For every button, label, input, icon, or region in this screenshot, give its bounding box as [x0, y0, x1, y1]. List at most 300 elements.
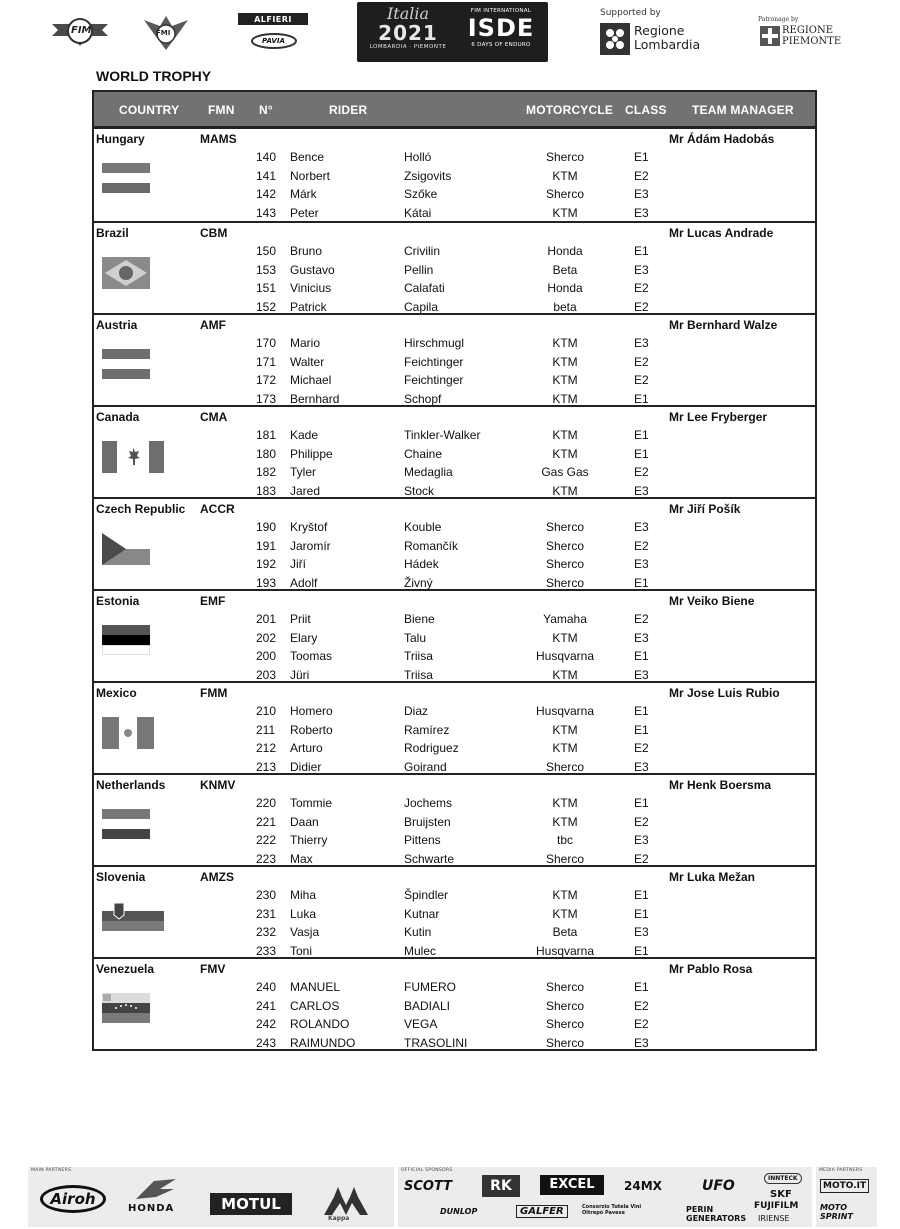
rider-first-name: Bence [290, 150, 325, 164]
rider-last-name: Schwarte [404, 851, 455, 866]
rider-number: 220 [256, 796, 277, 810]
world-trophy-table [92, 90, 817, 1051]
rider-first-name: RAIMUNDO [290, 1035, 356, 1050]
rider-number: 202 [256, 630, 277, 645]
rider-class: E2 [634, 998, 649, 1013]
media-partners-caption: MEDIA PARTNERS [819, 1168, 863, 1173]
alfieri-logo-text: ALFIERI [254, 14, 292, 24]
rider-number: 230 [256, 888, 277, 902]
isde-fim-text: FIM INTERNATIONAL [470, 8, 532, 14]
scott-logo: SCOTT [404, 1179, 452, 1194]
column-header-rider: RIDER [329, 103, 368, 117]
motorcycle-brand: KTM [552, 391, 578, 406]
ufo-logo: UFO [702, 1178, 735, 1194]
rider-class: E3 [634, 520, 649, 534]
rider-class: E1 [634, 649, 649, 663]
rider-class: E1 [634, 428, 649, 442]
rider-number: 172 [256, 373, 277, 387]
rider-first-name: Priit [290, 612, 311, 626]
isde-name-text: ISDE [467, 14, 535, 42]
rider-last-name: Goirand [404, 759, 447, 774]
country-name: Venezuela [96, 962, 155, 976]
team-manager: Mr Luka Mežan [669, 870, 756, 884]
rider-last-name: Romančík [404, 538, 459, 553]
rider-number: 243 [256, 1035, 277, 1050]
fmn-code: KNMV [200, 778, 236, 792]
motul-logo: MOTUL [210, 1193, 292, 1215]
fmn-code: CBM [200, 226, 228, 240]
team-group [94, 589, 815, 681]
motorcycle-brand: Sherco [545, 1035, 585, 1050]
skf-logo: SKF [770, 1189, 792, 1200]
pavia-logo [250, 32, 298, 50]
rider-class: E3 [634, 262, 649, 277]
lombardia-text-line1: Regione [634, 23, 685, 38]
main-partners-section [28, 1167, 394, 1227]
rider-last-name: Jochems [404, 796, 453, 810]
fmn-code: MAMS [200, 132, 237, 146]
column-header-country: COUNTRY [119, 103, 180, 117]
motorcycle-brand: Sherco [545, 759, 585, 774]
rider-number: 241 [256, 998, 277, 1013]
rider-last-name: Rodriguez [404, 741, 459, 755]
rider-first-name: Márk [290, 187, 317, 201]
rider-class: E3 [634, 483, 649, 498]
kappa-logo-text: Kappa [328, 1215, 350, 1222]
official-sponsors-caption: OFFICIAL SPONSORS [401, 1168, 453, 1173]
rider-first-name: Didier [290, 759, 322, 774]
rider-number: 150 [256, 244, 277, 258]
alfieri-logo [238, 13, 308, 25]
rider-number: 143 [256, 205, 277, 220]
rider-class: E1 [634, 796, 649, 810]
rider-first-name: Luka [290, 906, 317, 921]
rider-first-name: Philippe [290, 446, 333, 461]
official-sponsors-section [398, 1167, 812, 1227]
isde-2021-logo [357, 2, 548, 62]
rider-last-name: Pellin [404, 262, 434, 277]
team-group [94, 313, 815, 405]
fim-logo [50, 14, 110, 50]
rider-number: 141 [256, 168, 277, 183]
rider-class: E3 [634, 187, 649, 201]
rider-number: 190 [256, 520, 277, 534]
rider-last-name: Kátai [404, 205, 432, 220]
rider-class: E2 [634, 1017, 649, 1031]
rider-first-name: Jiří [290, 557, 306, 571]
rider-number: 192 [256, 557, 277, 571]
rider-last-name: Hádek [404, 557, 439, 571]
rider-first-name: Bruno [290, 244, 323, 258]
galfer-logo: GALFER [516, 1205, 568, 1218]
rider-class: E1 [634, 888, 649, 902]
rider-first-name: Miha [290, 888, 317, 902]
moto-it-logo: MOTO.IT [820, 1179, 869, 1193]
rider-first-name: Adolf [290, 575, 318, 590]
lombardia-text-line2: Lombardia [634, 37, 701, 52]
motorcycle-brand: KTM [552, 741, 578, 755]
motorcycle-brand: KTM [552, 354, 578, 369]
rider-last-name: Kutin [404, 925, 432, 939]
rider-number: 211 [256, 722, 276, 737]
rider-last-name: Holló [404, 150, 432, 164]
motorcycle-brand: KTM [552, 814, 578, 829]
team-manager: Mr Ádám Hadobás [669, 132, 775, 146]
motorcycle-brand: KTM [552, 168, 578, 183]
fmn-code: CMA [200, 410, 228, 424]
main-partners-caption: MAIN PARTNERS [31, 1168, 72, 1173]
isde-year-text: 2021 [378, 21, 438, 45]
rider-class: E1 [634, 244, 649, 258]
rider-number: 193 [256, 575, 277, 590]
rider-first-name: Tommie [290, 796, 333, 810]
fmn-code: AMZS [200, 870, 234, 884]
isde-days-text: 6 DAYS OF ENDURO [471, 42, 531, 48]
rider-class: E3 [634, 630, 649, 645]
motorcycle-brand: Beta [552, 262, 578, 277]
team-group [94, 865, 815, 957]
fim-logo-text: FIM [71, 25, 92, 36]
motorcycle-brand: beta [553, 299, 577, 314]
rider-first-name: Jüri [290, 667, 310, 682]
motorcycle-brand: KTM [552, 722, 578, 737]
rider-last-name: Zsigovits [404, 168, 452, 183]
rider-last-name: Kouble [404, 520, 442, 534]
rider-first-name: Tyler [290, 465, 317, 479]
team-group [94, 681, 815, 773]
team-manager: Mr Henk Boersma [669, 778, 772, 792]
rider-class: E2 [634, 373, 649, 387]
rider-first-name: Vinicius [290, 281, 332, 295]
rider-number: 221 [256, 814, 277, 829]
country-name: Czech Republic [96, 502, 186, 516]
column-header-number: N° [259, 103, 273, 117]
rider-first-name: Thierry [290, 833, 328, 847]
honda-logo: HONDA [128, 1203, 175, 1214]
team-manager: Mr Lee Fryberger [669, 410, 768, 424]
lombardia-rose-icon [600, 23, 630, 55]
honda-wing-icon [134, 1177, 178, 1203]
fmn-code: ACCR [200, 502, 235, 516]
24mx-logo: 24MX [624, 1179, 662, 1193]
fmn-code: AMF [200, 318, 226, 332]
rider-class: E2 [634, 168, 649, 183]
rider-class: E3 [634, 557, 649, 571]
country-name: Austria [96, 318, 138, 332]
motorcycle-brand: KTM [552, 888, 578, 902]
rk-logo: RK [482, 1175, 520, 1197]
rider-class: E3 [634, 205, 649, 220]
rider-number: 242 [256, 1017, 277, 1031]
column-header-team-manager: TEAM MANAGER [692, 103, 794, 117]
rider-class: E3 [634, 925, 649, 939]
rider-class: E1 [634, 906, 649, 921]
piemonte-text-line2: PIEMONTE [782, 36, 842, 47]
rider-first-name: Jaromír [290, 538, 331, 553]
rider-number: 171 [256, 354, 277, 369]
rider-number: 140 [256, 150, 277, 164]
fmn-code: FMV [200, 962, 226, 976]
column-header-fmn: FMN [208, 103, 235, 117]
country-name: Slovenia [96, 870, 146, 884]
rider-last-name: Mulec [404, 943, 437, 958]
rider-last-name: Triisa [404, 649, 433, 663]
isde-region-text: LOMBARDIA · PIEMONTE [369, 44, 447, 50]
rider-first-name: Kryštof [290, 520, 328, 534]
rider-class: E1 [634, 446, 649, 461]
rider-last-name: Biene [404, 612, 435, 626]
rider-number: 201 [256, 612, 277, 626]
rider-number: 240 [256, 980, 277, 994]
rider-first-name: Toomas [290, 649, 333, 663]
rider-last-name: VEGA [404, 1017, 438, 1031]
airoh-logo: Airoh [40, 1185, 106, 1213]
rider-class: E3 [634, 759, 649, 774]
rider-class: E1 [634, 391, 649, 406]
rider-last-name: Capila [404, 299, 439, 314]
rider-last-name: Stock [404, 483, 435, 498]
team-manager: Mr Jiří Pošík [669, 502, 741, 516]
rider-last-name: Špindler [404, 888, 449, 902]
rider-number: 182 [256, 465, 277, 479]
motorcycle-brand: KTM [552, 336, 578, 350]
rider-class: E1 [634, 704, 649, 718]
motorcycle-brand: Husqvarna [535, 704, 595, 718]
country-name: Brazil [96, 226, 129, 240]
motorcycle-brand: Husqvarna [535, 649, 595, 663]
motorcycle-brand: Yamaha [543, 612, 587, 626]
rider-class: E1 [634, 150, 649, 164]
rider-last-name: Bruijsten [404, 814, 451, 829]
rider-class: E3 [634, 336, 649, 350]
rider-first-name: Toni [290, 943, 313, 958]
rider-class: E2 [634, 281, 649, 295]
rider-number: 173 [256, 391, 277, 406]
team-manager: Mr Bernhard Walze [669, 318, 778, 332]
rider-number: 191 [256, 538, 277, 553]
rider-first-name: ROLANDO [290, 1017, 350, 1031]
rider-first-name: MANUEL [290, 980, 341, 994]
rider-first-name: Michael [290, 373, 332, 387]
team-group [94, 129, 815, 221]
motorcycle-brand: Sherco [545, 538, 585, 553]
rider-last-name: Schopf [404, 391, 442, 406]
rider-class: E3 [634, 833, 649, 847]
page-title: WORLD TROPHY [96, 68, 212, 84]
motorcycle-brand: KTM [552, 373, 578, 387]
team-group [94, 773, 815, 865]
motorcycle-brand: Sherco [545, 998, 585, 1013]
rider-class: E3 [634, 667, 649, 682]
fujifilm-logo: FUJIFILM [754, 1201, 799, 1211]
rider-last-name: TRASOLINI [404, 1035, 468, 1050]
rider-last-name: Chaine [404, 446, 443, 461]
rider-last-name: Feichtinger [404, 354, 464, 369]
rider-class: E3 [634, 1035, 649, 1050]
motorcycle-brand: Sherco [545, 1017, 585, 1031]
rider-first-name: Kade [290, 428, 319, 442]
motorcycle-brand: KTM [552, 906, 578, 921]
rider-first-name: Patrick [290, 299, 327, 314]
rider-first-name: Max [290, 851, 313, 866]
kappa-logo-icon [316, 1183, 376, 1217]
rider-number: 180 [256, 446, 277, 461]
motorcycle-brand: KTM [552, 667, 578, 682]
motorcycle-brand: KTM [552, 205, 578, 220]
rider-last-name: Pittens [404, 833, 441, 847]
patronage-by-text: Patronage by [758, 16, 799, 23]
consorzio-oltrepo-logo: Consorzio Tutela Vini Oltrepò Pavese [582, 1204, 642, 1216]
country-name: Netherlands [96, 778, 166, 792]
rider-last-name: Talu [404, 630, 427, 645]
rider-class: E1 [634, 980, 649, 994]
rider-last-name: Triisa [404, 667, 433, 682]
moto-sprint-logo: MOTO SPRINT [820, 1203, 853, 1221]
excel-logo: EXCEL [540, 1175, 604, 1195]
team-group [94, 405, 815, 497]
iriense-logo: IRIENSE [758, 1214, 790, 1223]
table-header [94, 92, 815, 129]
rider-last-name: Calafati [404, 281, 445, 295]
fmn-code: EMF [200, 594, 226, 608]
rider-first-name: Arturo [290, 741, 323, 755]
rider-last-name: Hirschmugl [404, 336, 465, 350]
motorcycle-brand: Sherco [545, 150, 585, 164]
motorcycle-brand: KTM [552, 446, 578, 461]
motorcycle-brand: tbc [556, 833, 574, 847]
team-manager: Mr Jose Luis Rubio [669, 686, 780, 700]
rider-number: 183 [256, 483, 277, 498]
rider-first-name: Mario [290, 336, 321, 350]
rider-number: 223 [256, 851, 277, 866]
innteck-logo: INNTECK [764, 1173, 802, 1184]
motorcycle-brand: Sherco [545, 980, 585, 994]
motorcycle-brand: Sherco [545, 557, 585, 571]
column-header-class: CLASS [625, 103, 667, 117]
rider-number: 232 [256, 925, 277, 939]
rider-class: E2 [634, 814, 649, 829]
piemonte-text-line1: REGIONE [782, 25, 834, 36]
rider-class: E2 [634, 354, 649, 369]
rider-first-name: Elary [290, 630, 318, 645]
team-group [94, 221, 815, 313]
rider-last-name: Živný [404, 575, 433, 590]
rider-number: 200 [256, 649, 277, 663]
rider-class: E2 [634, 851, 649, 866]
isde-italia-text: Italia [386, 4, 430, 23]
rider-last-name: BADIALI [404, 998, 451, 1013]
rider-class: E2 [634, 299, 649, 314]
rider-first-name: CARLOS [290, 998, 340, 1013]
motorcycle-brand: Beta [552, 925, 578, 939]
rider-first-name: Roberto [290, 722, 333, 737]
rider-last-name: Feichtinger [404, 373, 464, 387]
team-group [94, 497, 815, 589]
supported-by-text: Supported by [600, 8, 661, 18]
country-name: Canada [96, 410, 140, 424]
pavia-logo-text: PAVIA [262, 37, 285, 45]
rider-class: E2 [634, 465, 649, 479]
team-manager: Mr Veiko Biene [669, 594, 755, 608]
rider-first-name: Daan [290, 814, 319, 829]
fmi-logo-text: FMI [156, 29, 171, 37]
media-partners-section [816, 1167, 877, 1227]
motorcycle-brand: Gas Gas [541, 465, 589, 479]
rider-last-name: Ramírez [404, 722, 450, 737]
motorcycle-brand: KTM [552, 796, 578, 810]
rider-number: 213 [256, 759, 277, 774]
country-name: Hungary [96, 132, 145, 146]
dunlop-logo: DUNLOP [440, 1207, 478, 1216]
rider-last-name: Medaglia [404, 465, 453, 479]
rider-class: E1 [634, 575, 649, 590]
rider-number: 210 [256, 704, 277, 718]
perin-generators-logo: PERIN GENERATORS [686, 1205, 747, 1223]
rider-number: 151 [256, 281, 277, 295]
rider-number: 152 [256, 299, 277, 314]
rider-first-name: Peter [290, 205, 319, 220]
country-name: Mexico [96, 686, 137, 700]
country-name: Estonia [96, 594, 140, 608]
rider-first-name: Walter [290, 354, 325, 369]
rider-class: E2 [634, 538, 649, 553]
team-manager: Mr Lucas Andrade [669, 226, 774, 240]
column-header-motorcycle: MOTORCYCLE [526, 103, 614, 117]
piemonte-cross-icon [760, 26, 780, 46]
rider-last-name: Tinkler-Walker [404, 428, 481, 442]
motorcycle-brand: Honda [547, 244, 583, 258]
rider-class: E1 [634, 943, 649, 958]
rider-first-name: Norbert [290, 168, 331, 183]
rider-number: 231 [256, 906, 277, 921]
regione-piemonte-logo [758, 16, 842, 50]
motorcycle-brand: KTM [552, 428, 578, 442]
rider-first-name: Gustavo [290, 262, 335, 277]
rider-first-name: Homero [290, 704, 333, 718]
rider-number: 222 [256, 833, 277, 847]
fmi-logo [142, 12, 190, 52]
rider-first-name: Vasja [290, 925, 320, 939]
rider-class: E2 [634, 741, 649, 755]
fmn-code: FMM [200, 686, 228, 700]
rider-last-name: FUMERO [404, 980, 456, 994]
rider-class: E2 [634, 612, 649, 626]
regione-lombardia-logo [598, 8, 713, 56]
rider-class: E1 [634, 722, 649, 737]
motorcycle-brand: KTM [552, 630, 578, 645]
team-group [94, 957, 815, 1049]
rider-last-name: Crivilin [404, 244, 440, 258]
team-groups [94, 129, 815, 1049]
rider-last-name: Kutnar [404, 906, 440, 921]
motorcycle-brand: Husqvarna [535, 943, 595, 958]
rider-first-name: Bernhard [290, 391, 340, 406]
rider-number: 181 [256, 428, 277, 442]
rider-number: 233 [256, 943, 277, 958]
rider-number: 212 [256, 741, 277, 755]
motorcycle-brand: Sherco [545, 575, 585, 590]
rider-number: 203 [256, 667, 277, 682]
rider-number: 153 [256, 262, 277, 277]
motorcycle-brand: Honda [547, 281, 583, 295]
rider-last-name: Diaz [404, 704, 429, 718]
motorcycle-brand: Sherco [545, 187, 585, 201]
rider-number: 142 [256, 187, 277, 201]
team-manager: Mr Pablo Rosa [669, 962, 753, 976]
rider-last-name: Szőke [404, 187, 438, 201]
sponsor-footer [28, 1167, 877, 1227]
motorcycle-brand: KTM [552, 483, 578, 498]
